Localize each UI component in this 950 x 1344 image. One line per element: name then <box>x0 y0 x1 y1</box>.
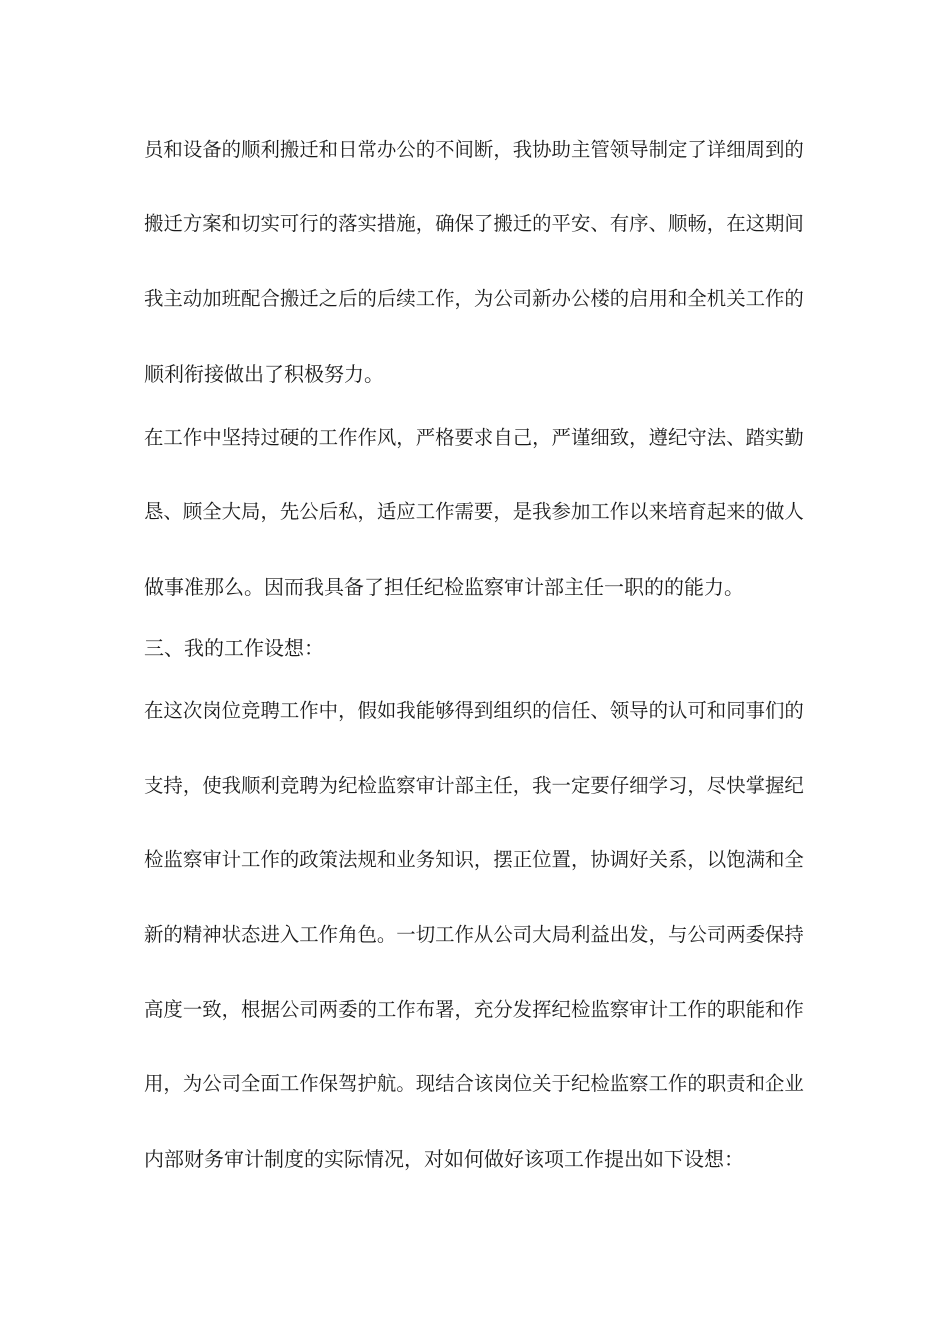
text-line: 我主动加班配合搬迁之后的后续工作，为公司新办公楼的启用和全机关工作的 <box>144 287 804 310</box>
section-heading: 三、我的工作设想： <box>144 636 324 660</box>
text-line: 在这次岗位竞聘工作中，假如我能够得到组织的信任、领导的认可和同事们的 <box>144 699 804 722</box>
text-line: 支持，使我顺利竞聘为纪检监察审计部主任，我一定要仔细学习，尽快掌握纪 <box>144 774 804 797</box>
text-line: 员和设备的顺利搬迁和日常办公的不间断，我协助主管领导制定了详细周到的 <box>144 138 804 161</box>
text-line: 在工作中坚持过硬的工作作风，严格要求自己，严谨细致，遵纪守法、踏实勤 <box>144 426 804 449</box>
text-line: 搬迁方案和切实可行的落实措施，确保了搬迁的平安、有序、顺畅，在这期间 <box>144 212 804 235</box>
text-line: 恳、顾全大局，先公后私，适应工作需要，是我参加工作以来培育起来的做人 <box>144 500 804 523</box>
text-line: 做事准那么。因而我具备了担任纪检监察审计部主任一职的的能力。 <box>144 575 744 599</box>
text-line: 新的精神状态进入工作角色。一切工作从公司大局利益出发，与公司两委保持 <box>144 923 804 946</box>
text-line: 顺利衔接做出了积极努力。 <box>144 362 384 386</box>
text-line: 检监察审计工作的政策法规和业务知识，摆正位置，协调好关系，以饱满和全 <box>144 848 804 871</box>
text-line: 内部财务审计制度的实际情况，对如何做好该项工作提出如下设想： <box>144 1147 744 1171</box>
text-line: 高度一致，根据公司两委的工作布署，充分发挥纪检监察审计工作的职能和作 <box>144 998 804 1021</box>
text-line: 用，为公司全面工作保驾护航。现结合该岗位关于纪检监察工作的职责和企业 <box>144 1072 804 1095</box>
